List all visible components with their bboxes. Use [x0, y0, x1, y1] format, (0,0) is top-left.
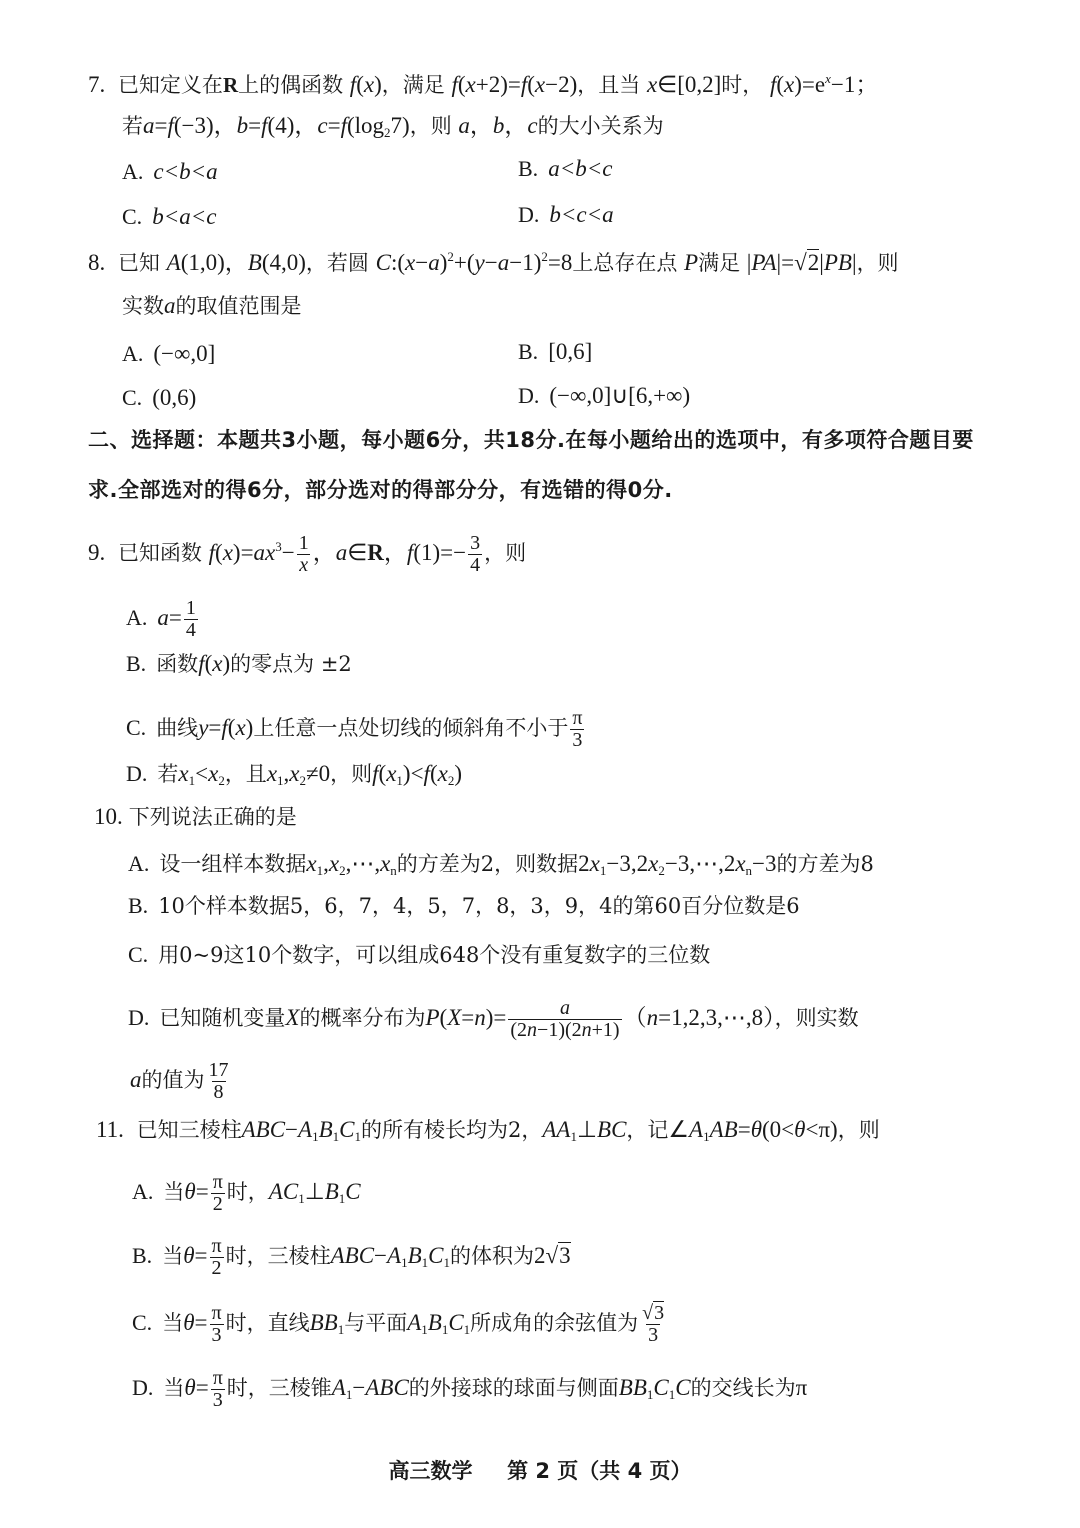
q9-option-d: D. 若$x_1<x_2$，且$x_1,x_2\ne 0$，则$f(x_1)<f(x_2)$	[126, 761, 462, 788]
q7-stem-line2: 若a=f(−3)，b=f(4)，$c=f(\log_27)$，则 a，b，c的大小关系为	[122, 113, 664, 140]
q8-stem-line2: 实数a的取值范围是	[122, 293, 302, 318]
q7-option-d: D. b<c<a	[518, 202, 614, 227]
q7-stem-line1: 7. 已知定义在R上的偶函数 f(x)，满足 f(x+2)=f(x−2)，且当 x∈[0,2]时， $f(x)=e^x-1$；	[88, 71, 879, 97]
q10-option-d-cont: a的值为 $\frac{17}{8}$	[130, 1059, 229, 1103]
q8-stem-line1: 8. 已知 A(1,0)，B(4,0)，若圆 $C:(x-a)^2+(y-a-1)^2=8$上总存在点 P满足 |PA|=√2|PB|，则	[88, 249, 899, 275]
q11-option-a: A. 当θ= $\frac{\pi}{2}$ 时，$AC_1\perp B_1C$	[132, 1171, 361, 1215]
footer-page-info: 第 2 页（共 4 页）	[507, 1459, 692, 1483]
q10-option-a: A. 设一组样本数据$x_1,x_2,\cdots,x_n$的方差为2，则数据$2x_1-3,2x_2-3,\cdots,2x_n-3$的方差为8	[128, 851, 874, 878]
footer-subject: 高三数学	[388, 1459, 473, 1483]
page-footer	[0, 1455, 1080, 1485]
q9-option-b: B. 函数f(x)的零点为 ±2	[126, 651, 352, 676]
section-2-instructions-line1: 二、选择题：本题共3小题，每小题6分，共18分.在每小题给出的选项中，有多项符合题目要	[88, 428, 974, 452]
q8-option-b: B. [0,6]	[518, 339, 593, 364]
q10-stem: 10. 下列说法正确的是	[94, 804, 297, 829]
q7-option-b: B. a<b<c	[518, 156, 613, 181]
q8-option-d: D. (−∞,0]∪[6,+∞)	[518, 383, 691, 408]
q11-option-d: D. 当θ= $\frac{\pi}{3}$ 时，三棱锥$A_1-ABC$的外接球的球面与侧面$BB_1C_1C$的交线长为π	[132, 1367, 808, 1411]
q9-option-a: A. a= $\frac{1}{4}$	[126, 597, 196, 641]
q10-option-b: B. 10个样本数据5，6，7，4，5，7，8，3，9，4的第60百分位数是6	[128, 893, 800, 918]
q8-option-a: A. (−∞,0]	[122, 341, 216, 366]
q7-option-a: A. c<b<a	[122, 159, 218, 184]
q10-option-c: C. 用0~9这10个数字，可以组成648个没有重复数字的三位数	[128, 942, 711, 967]
q11-option-b: B. 当θ= $\frac{\pi}{2}$ 时，三棱柱$ABC-A_1B_1C_1$的体积为2√3	[132, 1235, 571, 1279]
q9-option-c: C. 曲线y=f(x)上任意一点处切线的倾斜角不小于 $\frac{\pi}{3}$	[126, 707, 583, 751]
q11-stem: 11. 已知三棱柱$ABC-A_1B_1C_1$的所有棱长均为2，$AA_1\perp BC$，记$\angle A_1AB=\theta(0<\theta<\pi)$，则	[96, 1117, 880, 1144]
q11-option-c: C. 当θ= $\frac{\pi}{3}$ 时，直线$BB_1$与平面$A_1B_1C_1$所成角的余弦值为 $\frac{√3}{3}$	[132, 1302, 665, 1346]
section-2-instructions-line2: 求.全部选对的得6分，部分选对的得部分分，有选错的得0分.	[88, 478, 673, 502]
q10-option-d: D. 已知随机变量X的概率分布为P(X=n)= $\frac{a}{(2n-1)(2n+1)}$ （n=1,2,3,⋯,8），则实数	[128, 997, 859, 1041]
q9-stem: 9. 已知函数 $f(x)=ax^3-$ $\frac{1}{x}$ ，a∈R，f(1)=− $\frac{3}{4}$ ，则	[88, 532, 527, 576]
q7-option-c: C. b<a<c	[122, 204, 217, 229]
q8-option-c: C. (0,6)	[122, 385, 197, 410]
